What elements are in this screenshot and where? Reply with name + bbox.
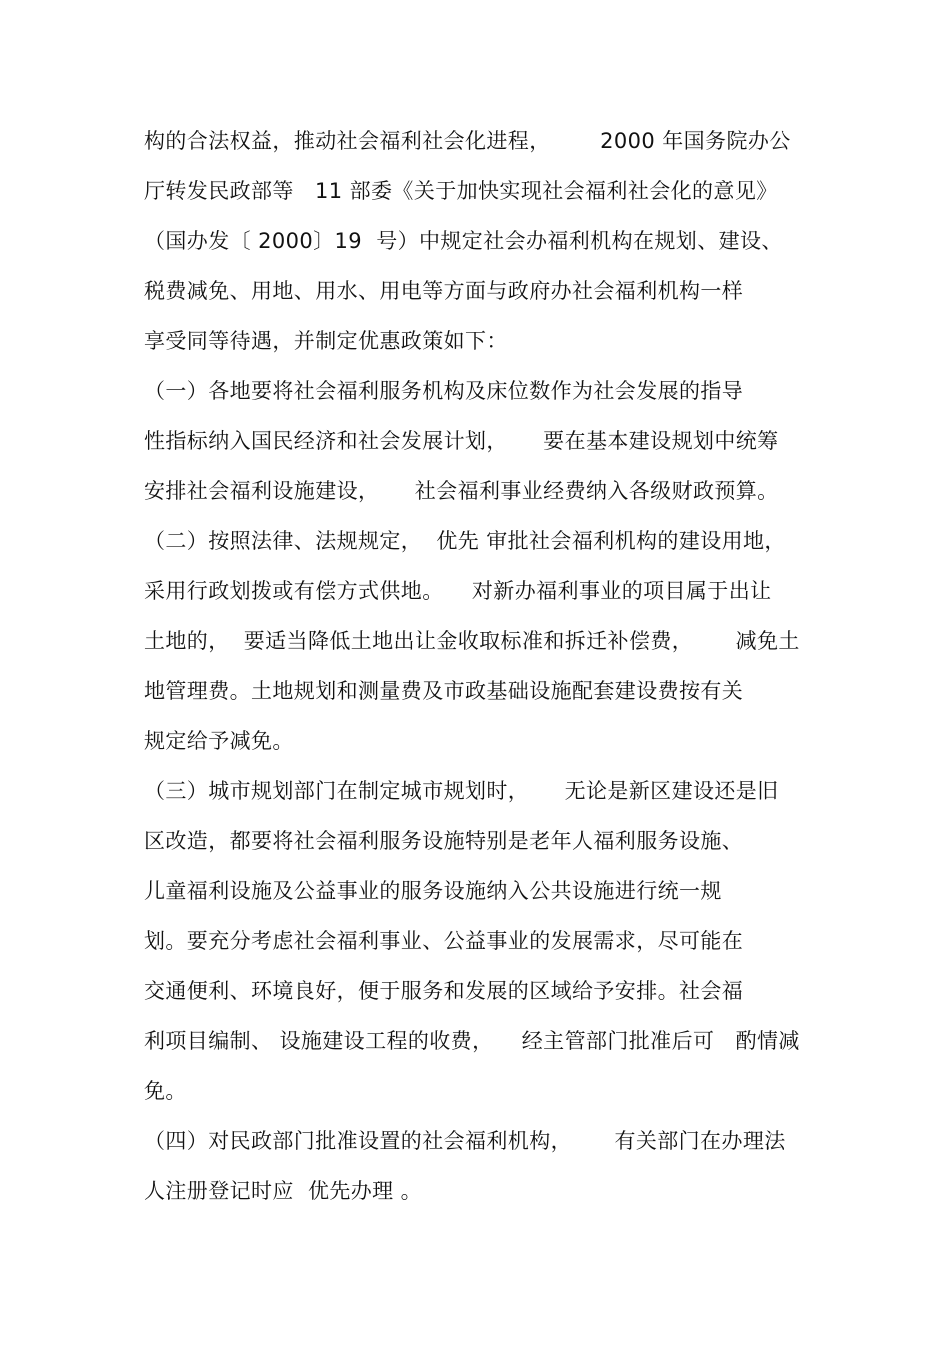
text-line: 交通便利、环境良好，便于服务和发展的区域给予安排。社会福 xyxy=(144,979,744,1003)
text-line: 享受同等待遇，并制定优惠政策如下： xyxy=(144,329,508,353)
text-line: 厅转发民政部等 11 部委《关于加快实现社会福利社会化的意见》 xyxy=(144,179,778,203)
text-line: 采用行政划拨或有偿方式供地。 对新办福利事业的项目属于出让 xyxy=(144,579,772,603)
text-line: （三）城市规划部门在制定城市规划时， 无论是新区建设还是旧 xyxy=(144,779,779,803)
text-line: 地管理费。土地规划和测量费及市政基础设施配套建设费按有关 xyxy=(144,679,744,703)
text-line: （国办发〔 2000〕19 号）中规定社会办福利机构在规划、建设、 xyxy=(144,229,783,253)
text-line: 儿童福利设施及公益事业的服务设施纳入公共设施进行统一规 xyxy=(144,879,722,903)
text-line: 土地的， 要适当降低土地出让金收取标准和拆迁补偿费， 减免土 xyxy=(144,629,800,653)
text-line: （二）按照法律、法规规定， 优先 审批社会福利机构的建设用地， xyxy=(144,529,786,553)
text-line: （四）对民政部门批准设置的社会福利机构， 有关部门在办理法 xyxy=(144,1129,786,1153)
text-line: 区改造，都要将社会福利服务设施特别是老年人福利服务设施、 xyxy=(144,829,744,853)
text-line: （一）各地要将社会福利服务机构及床位数作为社会发展的指导 xyxy=(144,379,744,403)
text-line: 规定给予减免。 xyxy=(144,729,294,753)
text-line: 利项目编制、 设施建设工程的收费， 经主管部门批准后可 酌情减 xyxy=(144,1029,800,1053)
text-line: 划。要充分考虑社会福利事业、公益事业的发展需求，尽可能在 xyxy=(144,929,744,953)
text-line: 税费减免、用地、用水、用电等方面与政府办社会福利机构一样 xyxy=(144,279,744,303)
text-line: 人注册登记时应 优先办理 。 xyxy=(144,1179,423,1203)
text-line: 免。 xyxy=(144,1079,187,1103)
text-line: 构的合法权益，推动社会福利社会化进程， 2000 年国务院办公 xyxy=(144,129,791,153)
text-line: 安排社会福利设施建设， 社会福利事业经费纳入各级财政预算。 xyxy=(144,479,779,503)
text-line: 性指标纳入国民经济和社会发展计划， 要在基本建设规划中统筹 xyxy=(144,429,779,453)
